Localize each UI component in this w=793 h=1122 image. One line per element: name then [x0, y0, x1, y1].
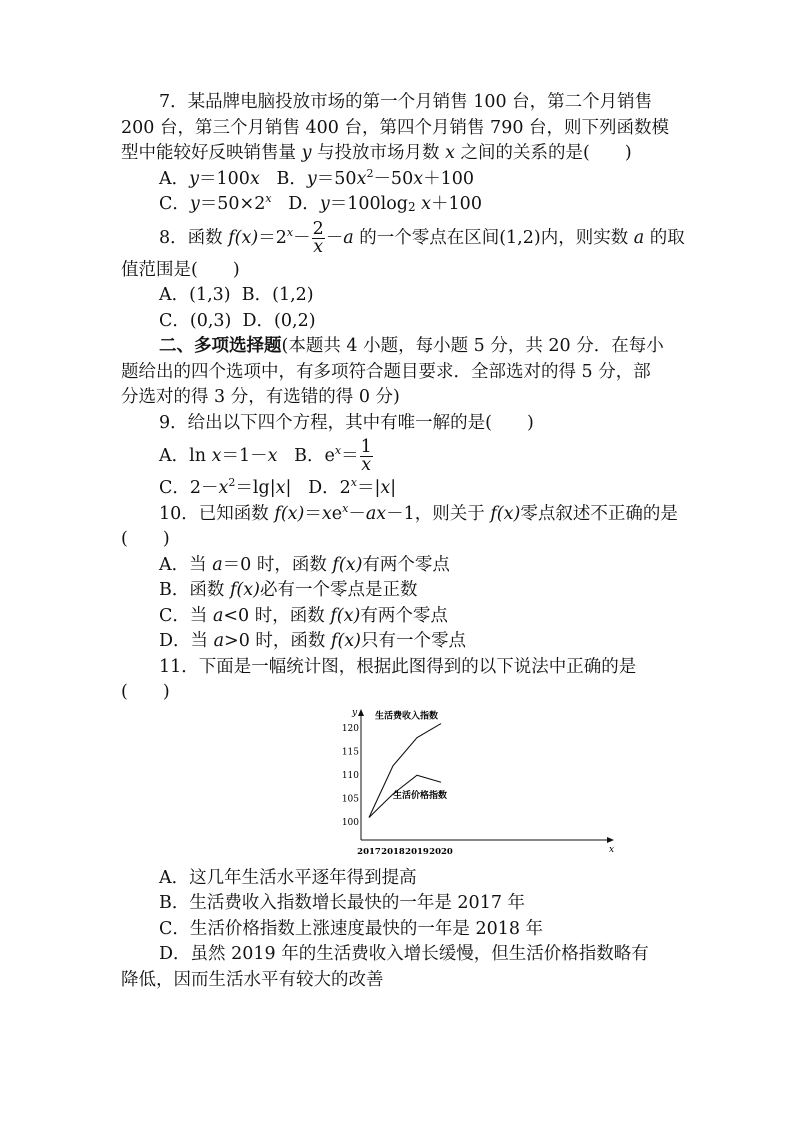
- x-tick-label: 2020: [429, 846, 453, 856]
- q9-option-a[interactable]: A．ln x＝1－x: [159, 446, 278, 466]
- q11-line1: 11．下面是一幅统计图，根据此图得到的以下说法中正确的是: [159, 656, 637, 677]
- q10-line2: ( ): [121, 529, 170, 549]
- q10-option-c[interactable]: C．当 a<0 时，函数 f(x)有两个零点: [159, 605, 448, 626]
- section2-line2: 题给出的四个选项中，有多项符合题目要求．全部选对的得 5 分，部: [121, 361, 651, 382]
- q11-option-d-line1[interactable]: D．虽然 2019 年的生活费收入增长缓慢，但生活价格指数略有: [159, 944, 649, 964]
- x-axis-label: x: [609, 844, 615, 855]
- q8-fraction: $\frac{2}{x}$: [312, 218, 324, 257]
- q9-options-cd: [121, 476, 681, 502]
- q7-line3: 型中能较好反映销售量 y 与投放市场月数 x 之间的关系的是( ): [121, 143, 632, 163]
- q9-options-ab: [121, 436, 681, 476]
- q10-option-a[interactable]: A．当 a＝0 时，函数 f(x)有两个零点: [159, 554, 450, 575]
- y-tick-label: 115: [341, 747, 359, 758]
- q10-option-b[interactable]: B．函数 f(x)必有一个零点是正数: [159, 580, 418, 600]
- y-tick-label: 110: [341, 770, 359, 781]
- statistics-line-chart: [337, 706, 627, 856]
- q7-line1: 7．某品牌电脑投放市场的第一个月销售 100 台，第二个月销售: [159, 92, 653, 112]
- q7-option-b[interactable]: B．$y=50x^2-50x+100$: [276, 166, 474, 189]
- statistics-chart-area: [121, 706, 681, 866]
- q11-option-b[interactable]: B．生活费收入指数增长最快的一年是 2017 年: [159, 893, 526, 913]
- q7-line2: 200 台，第三个月销售 400 台，第四个月销售 790 台，则下列函数模: [121, 117, 670, 138]
- section2-title: 二、多项选择题: [159, 336, 282, 356]
- y-tick-label: 120: [341, 723, 359, 734]
- page-content: [121, 90, 685, 993]
- x-tick-label: 2018: [381, 846, 405, 856]
- q7-option-a[interactable]: A．y＝100x: [159, 168, 260, 189]
- y-axis-arrow: [358, 709, 364, 716]
- q8-options-cd: [121, 309, 681, 335]
- y-axis-label: y: [352, 707, 358, 718]
- y-tick-label: 105: [341, 794, 359, 805]
- q11-option-d-line2[interactable]: 降低，因而生活水平有较大的改善: [121, 969, 384, 990]
- q8-option-d[interactable]: D．(0,2): [242, 310, 316, 331]
- q7-option-c[interactable]: C．$y=50\times 2^x$: [159, 192, 272, 214]
- q11-option-a[interactable]: A．这几年生活水平逐年得到提高: [159, 867, 417, 888]
- q11-line2: ( ): [121, 682, 170, 702]
- q9-option-b[interactable]: B．$e^x=$ $\frac{1}{x}$: [294, 437, 372, 475]
- q8-option-c[interactable]: C．(0,3): [159, 310, 232, 331]
- q8-options-ab: [121, 283, 681, 309]
- q9-stem: 9．给出以下四个方程，其中有唯一解的是( ): [159, 412, 534, 433]
- section2-line1: 二、多项选择题(本题共 4 小题，每小题 5 分，共 20 分．在每小: [159, 336, 664, 356]
- q10-option-d[interactable]: D．当 a>0 时，函数 f(x)只有一个零点: [159, 631, 466, 651]
- x-tick-label: 2019: [405, 846, 429, 856]
- x-axis-arrow: [607, 837, 614, 843]
- q8-option-a[interactable]: A．(1,3): [159, 285, 231, 305]
- q7-option-d[interactable]: D．y＝100log2 x＋100: [288, 194, 482, 214]
- q8-line2: 值范围是( ): [121, 259, 240, 280]
- series-label-2: 生活价格指数: [393, 790, 448, 801]
- x-tick-label: 2017: [357, 846, 381, 856]
- q10-line1: 10．已知函数 $f(x)=xe^x-ax-1$，则关于 f(x)零点叙述不正确的是: [159, 501, 678, 524]
- q8-option-b[interactable]: B．(1,2): [241, 285, 314, 305]
- section2-line3: 分选对的得 3 分，有选错的得 0 分): [121, 387, 400, 407]
- q11-option-c[interactable]: C．生活价格指数上涨速度最快的一年是 2018 年: [159, 918, 544, 939]
- series-line-1: [369, 723, 441, 817]
- series-label-1: 生活费收入指数: [375, 711, 439, 722]
- q8-line1: 8．函数 $f(x)=2^x-$ $\frac{2}{x}$ －a 的一个零点在区间(1,2)内，则实数 a 的取: [159, 218, 685, 257]
- q7-options-ab: [121, 167, 681, 193]
- q9-option-d[interactable]: D．$2^x=|x|$: [308, 476, 397, 498]
- y-tick-label: 100: [341, 817, 359, 828]
- q9-option-c[interactable]: C．$2-x^2=\lg|x|$: [159, 476, 292, 498]
- q7-options-cd: [121, 192, 681, 218]
